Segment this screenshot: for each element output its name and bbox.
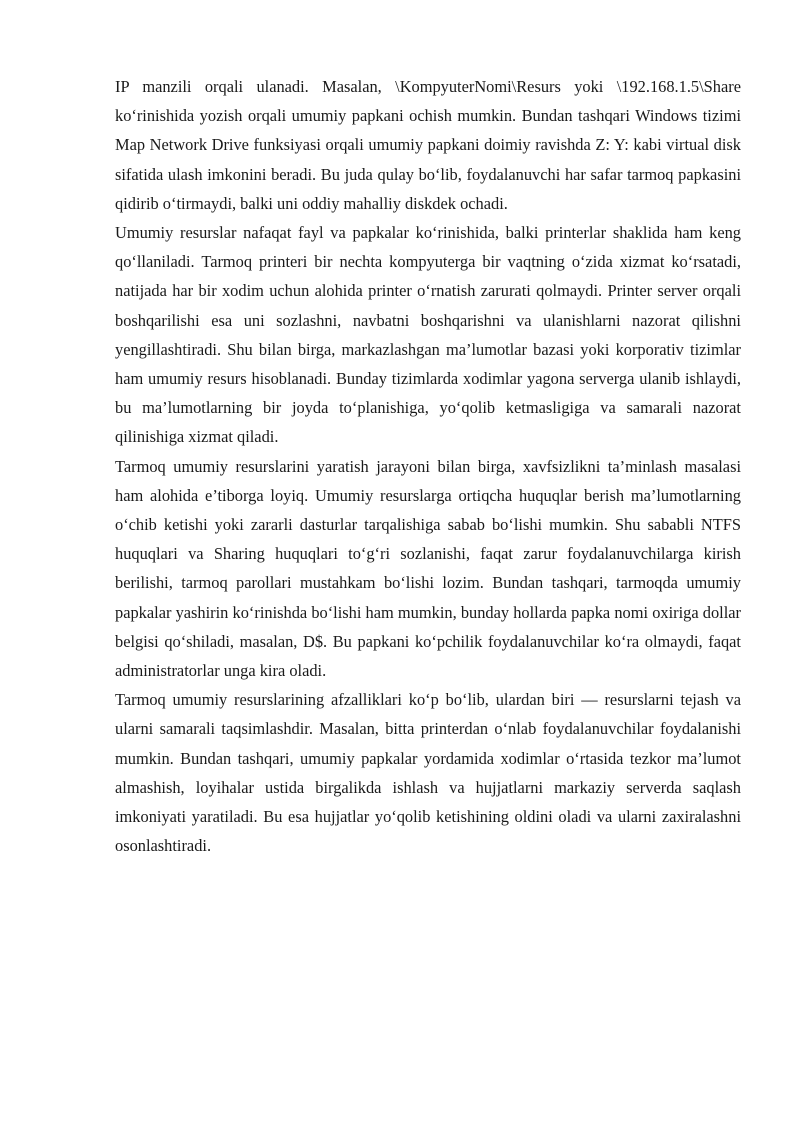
paragraph: Tarmoq umumiy resurslarini yaratish jarayoni bilan birga, xavfsizlikni ta’minlash masalasi ham alohida e’tiborga loyiq. Umumiy resurslarga ortiqcha huquqlar berish ma’lumotlarning o‘chib ketishi yoki zararli dasturlar tarqalishiga sabab bo‘lishi mumkin. Shu sababli NTFS huquqlari va Sharing huquqlari to‘g‘ri sozlanishi, faqat zarur foydalanuvchilarga kirish berilishi, tarmoq parollari mustahkam bo‘lishi lozim. Bundan tashqari, tarmoqda umumiy papkalar yashirin ko‘rinishda bo‘lishi ham mumkin, bunday hollarda papka nomi oxiriga dollar belgisi qo‘shiladi, masalan, D$. Bu papkani ko‘pchilik foydalanuvchilar ko‘ra olmaydi, faqat administratorlar unga kira oladi. <box>115 456 741 681</box>
paragraph: Umumiy resurslar nafaqat fayl va papkalar ko‘rinishida, balki printerlar shaklida ham keng qo‘llaniladi. Tarmoq printeri bir nechta kompyuterga bir vaqtning o‘zida xizmat ko‘rsatadi, natijada har bir xodim uchun alohida printer o‘rnatish zarurati qolmaydi. Printer server orqali boshqarilishi esa uni sozlashni, navbatni boshqarishni va ulanishlarni nazorat qilishni yengillashtiradi. Shu bilan birga, markazlashgan ma’lumotlar bazasi yoki korporativ tizimlar ham umumiy resurs hisoblanadi. Bunday tizimlarda xodimlar yagona serverga ulanib ishlaydi, bu ma’lumotlarning bir joyda to‘planishiga, yo‘qolib ketmasligiga va samarali nazorat qilinishiga xizmat qiladi. <box>115 223 741 447</box>
document-body <box>115 72 741 860</box>
paragraph: IP manzili orqali ulanadi. Masalan, \KompyuterNomi\Resurs yoki \192.168.1.5\Share ko‘rinishida yozish orqali umumiy papkani ochish mumkin. Bundan tashqari Windows tizimi Map Network Drive funksiyasi orqali umumiy papkani doimiy ravishda Z: Y: kabi virtual disk sifatida ulash imkonini beradi. Bu juda qulay bo‘lib, foydalanuvchi har safar tarmoq papkasini qidirib o‘tirmaydi, balki uni oddiy mahalliy diskdek ochadi. <box>115 77 741 213</box>
paragraph: Tarmoq umumiy resurslarining afzalliklari ko‘p bo‘lib, ulardan biri — resurslarni tejash va ularni samarali taqsimlashdir. Masalan, bitta printerdan o‘nlab foydalanuvchilar foydalanishi mumkin. Bundan tashqari, umumiy papkalar yordamida xodimlar o‘rtasida tezkor ma’lumot almashish, loyihalar ustida birgalikda ishlash va hujjatlarni markaziy serverda saqlash imkoniyati yaratiladi. Bu esa hujjatlar yo‘qolib ketishining oldini oladi va ularni zaxiralashni osonlashtiradi. <box>115 690 741 856</box>
